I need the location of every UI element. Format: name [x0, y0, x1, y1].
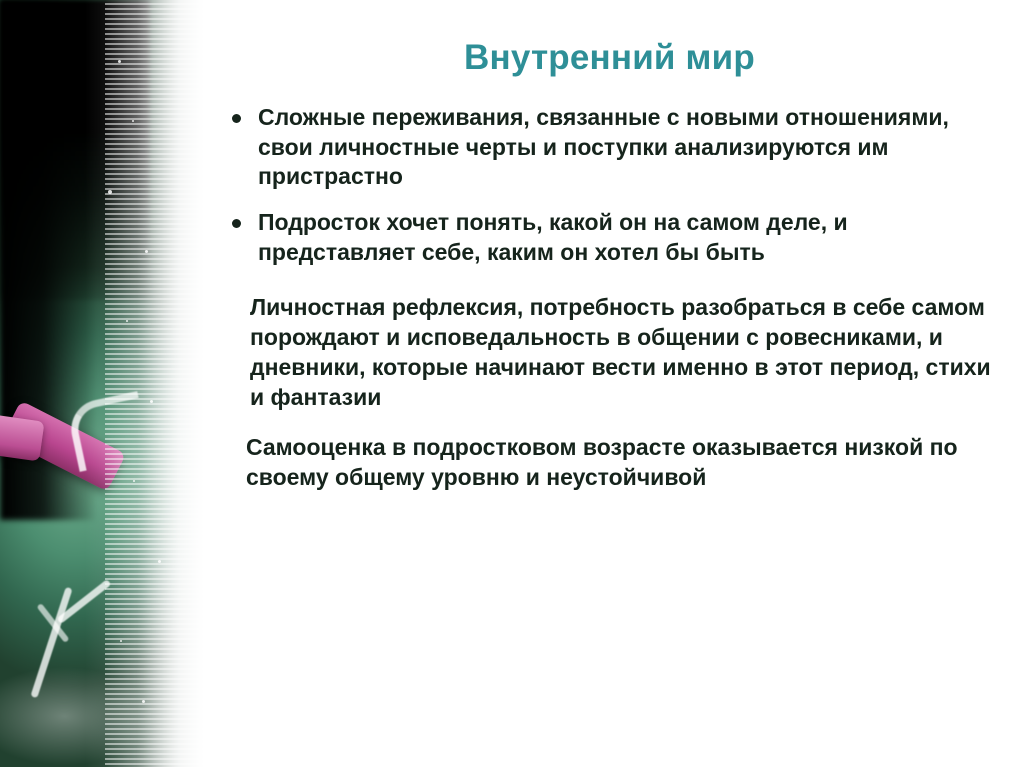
spacer [210, 283, 1005, 293]
list-item [210, 103, 1005, 192]
list-item-text: Подросток хочет понять, какой он на самом деле, и представляет себе, каким он хотел бы быть [258, 208, 848, 265]
bullet-dot-icon [232, 219, 241, 228]
list-item [210, 208, 1005, 267]
slide-body [210, 103, 1005, 503]
slide-content [215, 0, 1024, 767]
bullet-list [210, 103, 1005, 267]
pink-chalk-stub [0, 415, 45, 462]
chalk-photo-strip [0, 0, 215, 767]
paragraph-self-esteem: Самооценка в подростковом возрасте оказывается низкой по своему общему уровню и неустойчивой [246, 433, 958, 490]
photo-edge-fade [85, 0, 215, 767]
spacer [210, 423, 1005, 433]
page-title: Внутренний мир [464, 38, 755, 77]
bullet-dot-icon [232, 114, 241, 123]
paragraph-reflection: Личностная рефлексия, потребность разобраться в себе самом порождают и исповедальность в общении с ровесниками, и дневники, которые начинают вести именно в этот период, стихи и фантазии [250, 294, 991, 410]
list-item-text: Сложные переживания, связанные с новыми отношениями, свои личностные черты и поступки анализируются им пристрастно [258, 104, 949, 190]
